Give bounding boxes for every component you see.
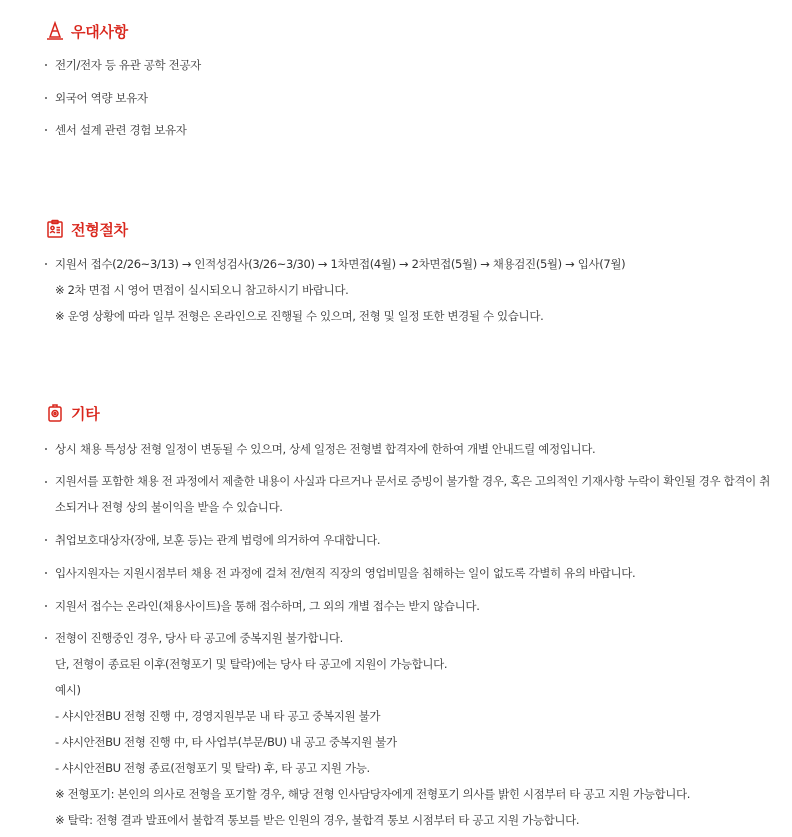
bullet-icon — [45, 481, 47, 483]
process-title: 전형절차 — [71, 220, 128, 239]
bullet-icon — [45, 64, 47, 66]
etc-header — [45, 401, 99, 425]
clipboard-icon — [45, 219, 65, 239]
road-cone-icon — [45, 21, 65, 41]
process-header — [45, 217, 128, 241]
etc-title: 기타 — [71, 404, 100, 423]
bullet-icon — [45, 539, 47, 541]
preference-title: 우대사항 — [71, 22, 128, 41]
bullet-icon — [45, 97, 47, 99]
bullet-icon — [45, 448, 47, 450]
preference-header — [45, 19, 128, 43]
bullet-icon — [45, 129, 47, 131]
id-badge-icon — [45, 403, 65, 423]
bullet-icon — [45, 572, 47, 574]
bullet-icon — [45, 605, 47, 607]
bullet-icon — [45, 263, 47, 265]
bullet-icon — [45, 637, 47, 639]
